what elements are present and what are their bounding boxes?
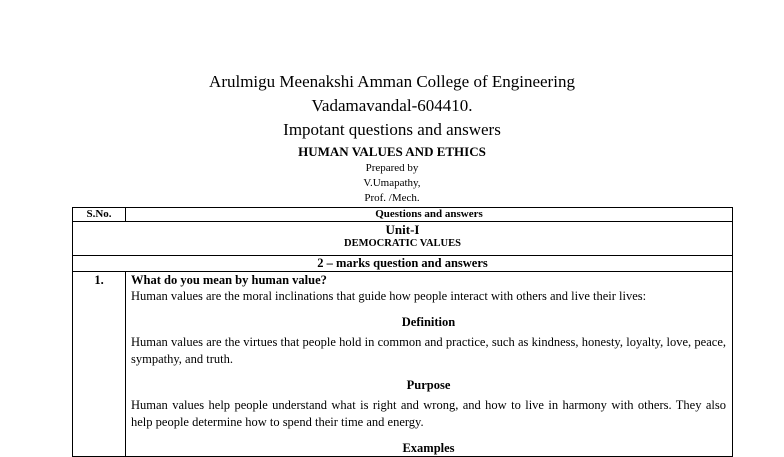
unit-row xyxy=(73,222,733,256)
prepared-by-label: Prepared by xyxy=(365,162,419,174)
answer-intro: Human values are the moral inclinations that guide how people interact with others and live their lives: xyxy=(131,289,647,303)
college-name: Arulmigu Meenakshi Amman College of Engineering xyxy=(209,72,575,91)
college-address: Vadamavandal-604410. xyxy=(311,96,473,115)
definition-text: Human values are the virtues that people hold in common and practice, such as kindness, honesty, loyalty, love, peace, sympathy, and truth. xyxy=(131,335,726,366)
unit-subtitle: DEMOCRATIC VALUES xyxy=(344,238,461,249)
purpose-heading: Purpose xyxy=(406,378,451,392)
examples-heading: Examples xyxy=(402,441,455,455)
purpose-text: Human values help people understand what is right and wrong, and how to live in harmony with others. They also help people determine how to spend their time and energy. xyxy=(131,398,726,429)
unit-title: Unit-I xyxy=(385,222,420,237)
subject-title: HUMAN VALUES AND ETHICS xyxy=(298,144,486,159)
author-designation: Prof. /Mech. xyxy=(364,192,420,204)
unit-cell xyxy=(73,222,733,256)
table-row xyxy=(73,272,733,457)
answer-cell xyxy=(126,272,733,457)
questions-table xyxy=(72,207,733,457)
marks-heading-row xyxy=(73,256,733,272)
marks-heading: 2 – marks question and answers xyxy=(73,256,733,272)
question-number: 1. xyxy=(73,272,126,457)
document-title: Impotant questions and answers xyxy=(283,120,501,139)
sno-header: S.No. xyxy=(73,208,126,222)
definition-heading: Definition xyxy=(401,315,456,329)
table-header-row xyxy=(73,208,733,222)
author-name: V.Umapathy, xyxy=(363,177,421,189)
qa-header: Questions and answers xyxy=(126,208,733,222)
question-text: What do you mean by human value? xyxy=(131,273,327,287)
